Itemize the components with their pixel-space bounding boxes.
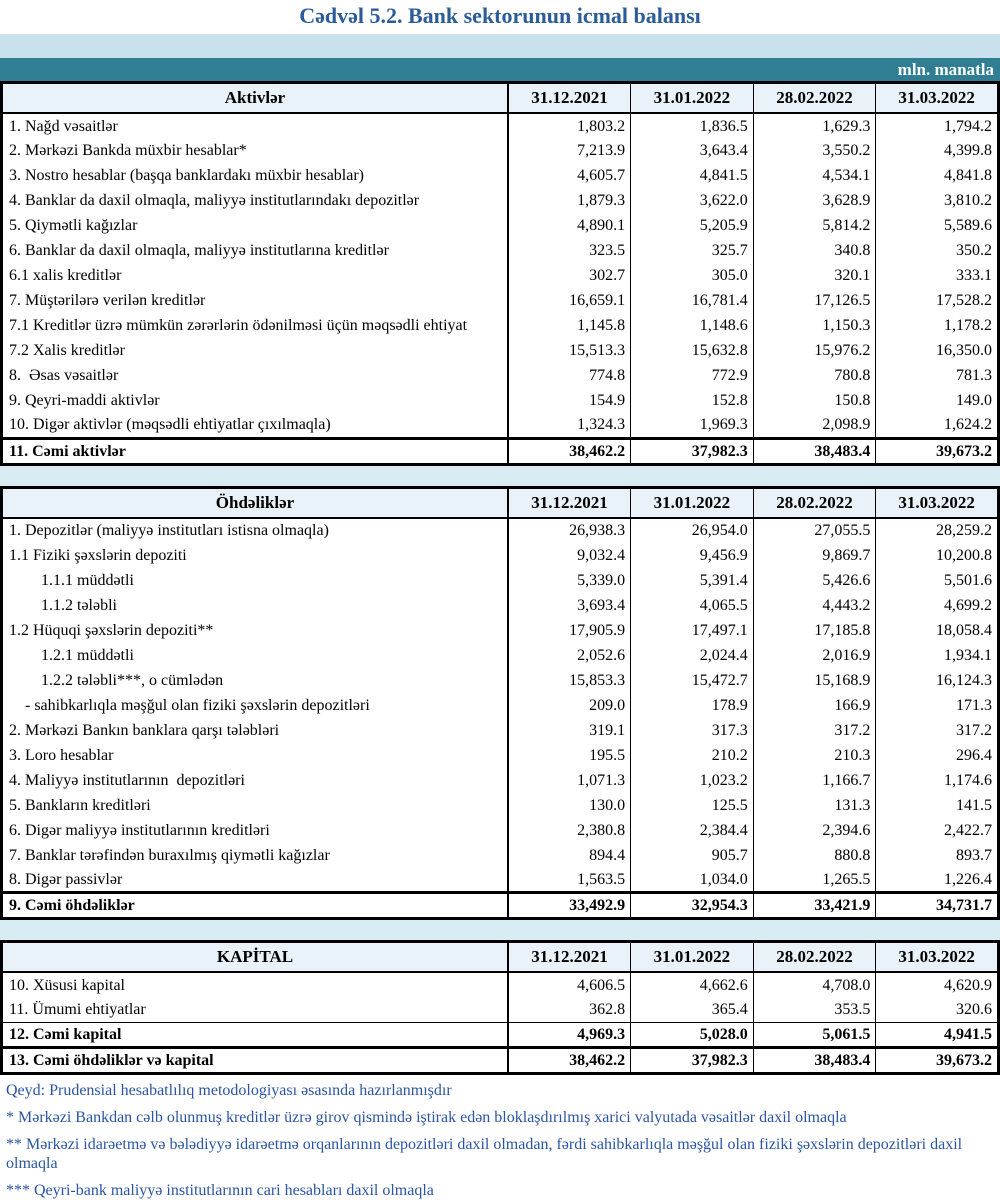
table-row <box>2 213 999 238</box>
table-row <box>2 718 999 743</box>
cell-value: 4,969.3 <box>508 1022 631 1047</box>
cell-value: 195.5 <box>508 743 631 768</box>
cell-value: 4,662.6 <box>631 972 754 997</box>
footnote-line: ** Mərkəzi idarəetmə və bələdiyyə idarəetmə orqanlarının depozitləri daxil olmadan, fərdi sahibkarlıqla məşğul olan fiziki şəxslərin depozitləri daxil olmaqla <box>6 1135 963 1172</box>
cell-value: 10,200.8 <box>876 543 999 568</box>
cell-value: 5,391.4 <box>631 568 754 593</box>
cell-value: 5,426.6 <box>753 568 876 593</box>
cell-value: 3,810.2 <box>876 188 999 213</box>
cell-value: 1,178.2 <box>876 313 999 338</box>
section-title: Aktivlər <box>2 83 508 114</box>
cell-value: 3,693.4 <box>508 593 631 618</box>
cell-value: 4,065.5 <box>631 593 754 618</box>
cell-value: 2,098.9 <box>753 413 876 438</box>
table-row <box>2 868 999 893</box>
cell-value: 17,497.1 <box>631 618 754 643</box>
cell-value: 323.5 <box>508 238 631 263</box>
row-label: 1.1.2 tələbli <box>2 593 508 618</box>
cell-value: 17,185.8 <box>753 618 876 643</box>
row-label: 9. Cəmi öhdəliklər <box>2 893 508 919</box>
cell-value: 15,513.3 <box>508 338 631 363</box>
cell-value: 152.8 <box>631 388 754 413</box>
cell-value: 1,145.8 <box>508 313 631 338</box>
cell-value: 5,205.9 <box>631 213 754 238</box>
table-row <box>2 972 999 997</box>
section-header-row <box>2 942 999 973</box>
cell-value: 33,421.9 <box>753 893 876 919</box>
table-row <box>2 138 999 163</box>
table-row <box>2 843 999 868</box>
cell-value: 1,803.2 <box>508 113 631 138</box>
cell-value: 18,058.4 <box>876 618 999 643</box>
cell-value: 38,483.4 <box>753 438 876 464</box>
cell-value: 141.5 <box>876 793 999 818</box>
cell-value: 17,528.2 <box>876 288 999 313</box>
row-label: 7.2 Xalis kreditlər <box>2 338 508 363</box>
table-row <box>2 338 999 363</box>
cell-value: 296.4 <box>876 743 999 768</box>
row-label: 7. Müştərilərə verilən kreditlər <box>2 288 508 313</box>
cell-value: 209.0 <box>508 693 631 718</box>
cell-value: 1,879.3 <box>508 188 631 213</box>
cell-value: 131.3 <box>753 793 876 818</box>
table-row <box>2 163 999 188</box>
cell-value: 16,350.0 <box>876 338 999 363</box>
cell-value: 38,462.2 <box>508 1047 631 1073</box>
section-separator-band <box>0 466 1000 486</box>
footnote-line: *** Qeyri-bank maliyyə institutlarının cari hesabları daxil olmaqla <box>6 1181 434 1199</box>
cell-value: 1,166.7 <box>753 768 876 793</box>
cell-value: 26,954.0 <box>631 518 754 543</box>
row-label: 1.1.1 müddətli <box>2 568 508 593</box>
row-label: 3. Nostro hesablar (başqa banklardakı müxbir hesablar) <box>2 163 508 188</box>
row-label: 2. Mərkəzi Bankda müxbir hesablar* <box>2 138 508 163</box>
section-header-row <box>2 83 999 114</box>
cell-value: 15,632.8 <box>631 338 754 363</box>
cell-value: 2,422.7 <box>876 818 999 843</box>
cell-value: 4,399.8 <box>876 138 999 163</box>
cell-value: 154.9 <box>508 388 631 413</box>
cell-value: 317.2 <box>753 718 876 743</box>
row-label: 1.1 Fiziki şəxslərin depoziti <box>2 543 508 568</box>
table-row <box>2 388 999 413</box>
cell-value: 1,563.5 <box>508 868 631 893</box>
cell-value: 325.7 <box>631 238 754 263</box>
cell-value: 33,492.9 <box>508 893 631 919</box>
cell-value: 4,841.8 <box>876 163 999 188</box>
cell-value: 319.1 <box>508 718 631 743</box>
cell-value: 150.8 <box>753 388 876 413</box>
table-row <box>2 413 999 438</box>
table-row <box>2 768 999 793</box>
row-label: 7.1 Kreditlər üzrə mümkün zərərlərin ödənilməsi üçün məqsədli ehtiyat <box>2 313 508 338</box>
cell-value: 28,259.2 <box>876 518 999 543</box>
row-label: 11. Ümumi ehtiyatlar <box>2 997 508 1022</box>
section-table-aktivlər <box>0 81 1000 466</box>
cell-value: 149.0 <box>876 388 999 413</box>
footnotes <box>0 1075 1000 1200</box>
cell-value: 893.7 <box>876 843 999 868</box>
cell-value: 15,853.3 <box>508 668 631 693</box>
cell-value: 5,589.6 <box>876 213 999 238</box>
cell-value: 353.5 <box>753 997 876 1022</box>
cell-value: 3,643.4 <box>631 138 754 163</box>
cell-value: 4,534.1 <box>753 163 876 188</box>
cell-value: 1,174.6 <box>876 768 999 793</box>
section-table-kapi̇tal <box>0 940 1000 1075</box>
cell-value: 38,462.2 <box>508 438 631 464</box>
cell-value: 905.7 <box>631 843 754 868</box>
cell-value: 4,708.0 <box>753 972 876 997</box>
table-row <box>2 543 999 568</box>
section-table-öhdəliklər <box>0 486 1000 921</box>
cell-value: 1,629.3 <box>753 113 876 138</box>
unit-band <box>0 58 1000 81</box>
cell-value: 1,071.3 <box>508 768 631 793</box>
cell-value: 2,380.8 <box>508 818 631 843</box>
cell-value: 1,034.0 <box>631 868 754 893</box>
date-column-header: 31.03.2022 <box>876 942 999 973</box>
cell-value: 130.0 <box>508 793 631 818</box>
row-label: 1. Nağd vəsaitlər <box>2 113 508 138</box>
table-row <box>2 618 999 643</box>
cell-value: 2,016.9 <box>753 643 876 668</box>
date-column-header: 31.03.2022 <box>876 83 999 114</box>
row-label: 7. Banklar tərəfindən buraxılmış qiymətli kağızlar <box>2 843 508 868</box>
cell-value: 15,976.2 <box>753 338 876 363</box>
footnote-line: * Mərkəzi Bankdan cəlb olunmuş kreditlər üzrə girov qismində iştirak edən bloklaşdırılmış xarici valyutada vəsaitlər daxil olmaqla <box>6 1108 847 1126</box>
table-row <box>2 238 999 263</box>
table-row <box>2 568 999 593</box>
cell-value: 178.9 <box>631 693 754 718</box>
cell-value: 16,124.3 <box>876 668 999 693</box>
cell-value: 9,032.4 <box>508 543 631 568</box>
row-label: 6.1 xalis kreditlər <box>2 263 508 288</box>
row-label: 10. Digər aktivlər (məqsədli ehtiyatlar çıxılmaqla) <box>2 413 508 438</box>
table-row <box>2 263 999 288</box>
row-label: 3. Loro hesablar <box>2 743 508 768</box>
footnote-line: Qeyd: Prudensial hesabatlılıq metodologiyası əsasında hazırlanmışdır <box>6 1081 452 1099</box>
cell-value: 880.8 <box>753 843 876 868</box>
cell-value: 37,982.3 <box>631 438 754 464</box>
row-label: 1.2 Hüquqi şəxslərin depoziti** <box>2 618 508 643</box>
cell-value: 2,394.6 <box>753 818 876 843</box>
row-label: 9. Qeyri-maddi aktivlər <box>2 388 508 413</box>
cell-value: 5,814.2 <box>753 213 876 238</box>
cell-value: 16,781.4 <box>631 288 754 313</box>
cell-value: 3,622.0 <box>631 188 754 213</box>
cell-value: 39,673.2 <box>876 1047 999 1073</box>
cell-value: 15,472.7 <box>631 668 754 693</box>
date-column-header: 31.01.2022 <box>631 487 754 518</box>
cell-value: 5,028.0 <box>631 1022 754 1047</box>
table-row <box>2 693 999 718</box>
cell-value: 320.1 <box>753 263 876 288</box>
date-column-header: 31.01.2022 <box>631 942 754 973</box>
cell-value: 38,483.4 <box>753 1047 876 1073</box>
cell-value: 15,168.9 <box>753 668 876 693</box>
table-row <box>2 818 999 843</box>
table-row <box>2 1022 999 1047</box>
section-header-row <box>2 487 999 518</box>
row-label: 12. Cəmi kapital <box>2 1022 508 1047</box>
cell-value: 317.2 <box>876 718 999 743</box>
cell-value: 32,954.3 <box>631 893 754 919</box>
row-label: 4. Maliyyə institutlarının depozitləri <box>2 768 508 793</box>
cell-value: 1,148.6 <box>631 313 754 338</box>
row-label: 8. Digər passivlər <box>2 868 508 893</box>
cell-value: 16,659.1 <box>508 288 631 313</box>
row-label: 6. Banklar da daxil olmaqla, maliyyə institutlarına kreditlər <box>2 238 508 263</box>
table-row <box>2 438 999 464</box>
cell-value: 2,052.6 <box>508 643 631 668</box>
table-row <box>2 743 999 768</box>
cell-value: 4,620.9 <box>876 972 999 997</box>
cell-value: 781.3 <box>876 363 999 388</box>
table-row <box>2 313 999 338</box>
cell-value: 37,982.3 <box>631 1047 754 1073</box>
cell-value: 1,836.5 <box>631 113 754 138</box>
cell-value: 333.1 <box>876 263 999 288</box>
date-column-header: 31.12.2021 <box>508 487 631 518</box>
cell-value: 171.3 <box>876 693 999 718</box>
cell-value: 5,339.0 <box>508 568 631 593</box>
cell-value: 4,605.7 <box>508 163 631 188</box>
cell-value: 305.0 <box>631 263 754 288</box>
top-decorative-band <box>0 34 1000 58</box>
section-separator-band <box>0 920 1000 940</box>
row-label: 5. Qiymətli kağızlar <box>2 213 508 238</box>
table-row <box>2 113 999 138</box>
document-title: Cədvəl 5.2. Bank sektorunun icmal balansı <box>299 3 701 28</box>
cell-value: 365.4 <box>631 997 754 1022</box>
cell-value: 350.2 <box>876 238 999 263</box>
table-row <box>2 793 999 818</box>
cell-value: 4,890.1 <box>508 213 631 238</box>
cell-value: 1,969.3 <box>631 413 754 438</box>
date-column-header: 31.01.2022 <box>631 83 754 114</box>
row-label: 5. Bankların kreditləri <box>2 793 508 818</box>
date-column-header: 31.12.2021 <box>508 83 631 114</box>
cell-value: 9,869.7 <box>753 543 876 568</box>
table-row <box>2 1047 999 1073</box>
cell-value: 2,384.4 <box>631 818 754 843</box>
row-label: 8. Əsas vəsaitlər <box>2 363 508 388</box>
cell-value: 3,628.9 <box>753 188 876 213</box>
unit-label: mln. manatla <box>897 60 994 79</box>
cell-value: 34,731.7 <box>876 893 999 919</box>
cell-value: 1,265.5 <box>753 868 876 893</box>
cell-value: 4,606.5 <box>508 972 631 997</box>
table-row <box>2 668 999 693</box>
row-label: 10. Xüsusi kapital <box>2 972 508 997</box>
row-label: 1. Depozitlər (maliyyə institutları istisna olmaqla) <box>2 518 508 543</box>
cell-value: 302.7 <box>508 263 631 288</box>
cell-value: 774.8 <box>508 363 631 388</box>
cell-value: 210.2 <box>631 743 754 768</box>
cell-value: 894.4 <box>508 843 631 868</box>
cell-value: 4,841.5 <box>631 163 754 188</box>
date-column-header: 28.02.2022 <box>753 83 876 114</box>
cell-value: 17,905.9 <box>508 618 631 643</box>
cell-value: 320.6 <box>876 997 999 1022</box>
row-label: 2. Mərkəzi Bankın banklara qarşı tələbləri <box>2 718 508 743</box>
table-row <box>2 188 999 213</box>
cell-value: 27,055.5 <box>753 518 876 543</box>
cell-value: 210.3 <box>753 743 876 768</box>
cell-value: 2,024.4 <box>631 643 754 668</box>
cell-value: 5,501.6 <box>876 568 999 593</box>
balance-tables <box>0 81 1000 1075</box>
cell-value: 340.8 <box>753 238 876 263</box>
row-label: 1.2.2 tələbli***, o cümlədən <box>2 668 508 693</box>
table-row <box>2 997 999 1022</box>
cell-value: 26,938.3 <box>508 518 631 543</box>
cell-value: 166.9 <box>753 693 876 718</box>
cell-value: 1,324.3 <box>508 413 631 438</box>
date-column-header: 28.02.2022 <box>753 487 876 518</box>
cell-value: 1,226.4 <box>876 868 999 893</box>
cell-value: 4,941.5 <box>876 1022 999 1047</box>
table-row <box>2 518 999 543</box>
cell-value: 9,456.9 <box>631 543 754 568</box>
date-column-header: 28.02.2022 <box>753 942 876 973</box>
cell-value: 780.8 <box>753 363 876 388</box>
cell-value: 4,443.2 <box>753 593 876 618</box>
row-label: - sahibkarlıqla məşğul olan fiziki şəxslərin depozitləri <box>2 693 508 718</box>
cell-value: 39,673.2 <box>876 438 999 464</box>
cell-value: 3,550.2 <box>753 138 876 163</box>
cell-value: 1,150.3 <box>753 313 876 338</box>
row-label: 4. Banklar da daxil olmaqla, maliyyə institutlarındakı depozitlər <box>2 188 508 213</box>
cell-value: 1,934.1 <box>876 643 999 668</box>
cell-value: 125.5 <box>631 793 754 818</box>
section-title: Öhdəliklər <box>2 487 508 518</box>
cell-value: 4,699.2 <box>876 593 999 618</box>
cell-value: 17,126.5 <box>753 288 876 313</box>
cell-value: 317.3 <box>631 718 754 743</box>
cell-value: 5,061.5 <box>753 1022 876 1047</box>
date-column-header: 31.03.2022 <box>876 487 999 518</box>
cell-value: 7,213.9 <box>508 138 631 163</box>
table-row <box>2 288 999 313</box>
table-row <box>2 893 999 919</box>
table-row <box>2 593 999 618</box>
cell-value: 1,794.2 <box>876 113 999 138</box>
table-row <box>2 643 999 668</box>
row-label: 11. Cəmi aktivlər <box>2 438 508 464</box>
row-label: 6. Digər maliyyə institutlarının kreditləri <box>2 818 508 843</box>
section-title: KAPİTAL <box>2 942 508 973</box>
date-column-header: 31.12.2021 <box>508 942 631 973</box>
cell-value: 772.9 <box>631 363 754 388</box>
row-label: 13. Cəmi öhdəliklər və kapital <box>2 1047 508 1073</box>
table-row <box>2 363 999 388</box>
cell-value: 362.8 <box>508 997 631 1022</box>
cell-value: 1,624.2 <box>876 413 999 438</box>
cell-value: 1,023.2 <box>631 768 754 793</box>
row-label: 1.2.1 müddətli <box>2 643 508 668</box>
